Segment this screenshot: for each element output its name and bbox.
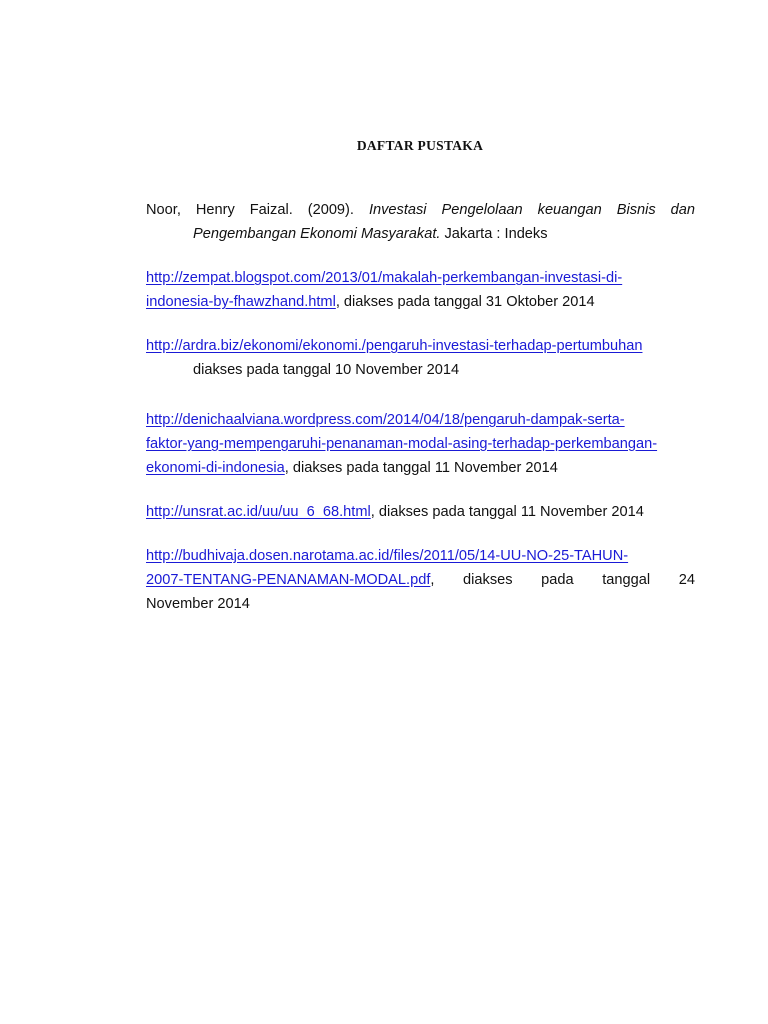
reference-link[interactable]: http://zempat.blogspot.com/2013/01/makalah-perkembangan-investasi-di- — [146, 270, 623, 286]
reference-authors: Noor, Henry Faizal. (2009). — [146, 202, 354, 218]
reference-link-cont[interactable]: faktor-yang-mempengaruhi-penanaman-modal-asing-terhadap-perkembangan- — [146, 436, 658, 452]
reference-link[interactable]: http://budhivaja.dosen.narotama.ac.id/files/2011/05/14-UU-NO-25-TAHUN- — [146, 548, 629, 564]
reference-link[interactable]: http://unsrat.ac.id/uu/uu_6_68.html — [146, 504, 371, 520]
reference-publisher: Jakarta : Indeks — [444, 226, 548, 242]
reference-line — [146, 222, 695, 246]
reference-access-date: , diakses pada tanggal 31 Oktober 2014 — [335, 294, 595, 310]
reference-title-cont: Pengembangan Ekonomi Masyarakat. — [193, 226, 441, 242]
reference-list — [146, 198, 695, 636]
page-title: DAFTAR PUSTAKA — [356, 138, 484, 153]
reference-line — [146, 544, 695, 568]
reference-link[interactable]: http://ardra.biz/ekonomi/ekonomi./pengaruh-investasi-terhadap-pertumbuhan — [146, 338, 643, 354]
reference-line — [146, 568, 695, 592]
reference-access-date-cont: November 2014 — [146, 596, 250, 612]
reference-link-cont[interactable]: ekonomi-di-indonesia — [146, 460, 285, 476]
reference-access-date: , diakses pada tanggal 11 November 2014 — [284, 460, 558, 476]
reference-item-web — [146, 544, 695, 616]
reference-item-web — [146, 408, 695, 480]
reference-item-web — [146, 266, 695, 314]
reference-access-date: , diakses pada tanggal 11 November 2014 — [370, 504, 644, 520]
reference-title: Investasi Pengelolaan keuangan Bisnis dan — [368, 202, 695, 218]
reference-link-cont[interactable]: 2007-TENTANG-PENANAMAN-MODAL.pdf — [146, 572, 431, 588]
reference-item-web — [146, 334, 695, 382]
reference-access-date: , diakses pada tanggal 24 — [430, 572, 695, 588]
reference-item-book — [146, 198, 695, 246]
reference-link-cont[interactable]: indonesia-by-fhawzhand.html — [146, 294, 336, 310]
reference-access-date: diakses pada tanggal 10 November 2014 — [193, 362, 460, 378]
reference-link[interactable]: http://denichaalviana.wordpress.com/2014/04/18/pengaruh-dampak-serta- — [146, 412, 625, 428]
reference-item-web — [146, 500, 695, 524]
reference-line — [146, 198, 695, 222]
